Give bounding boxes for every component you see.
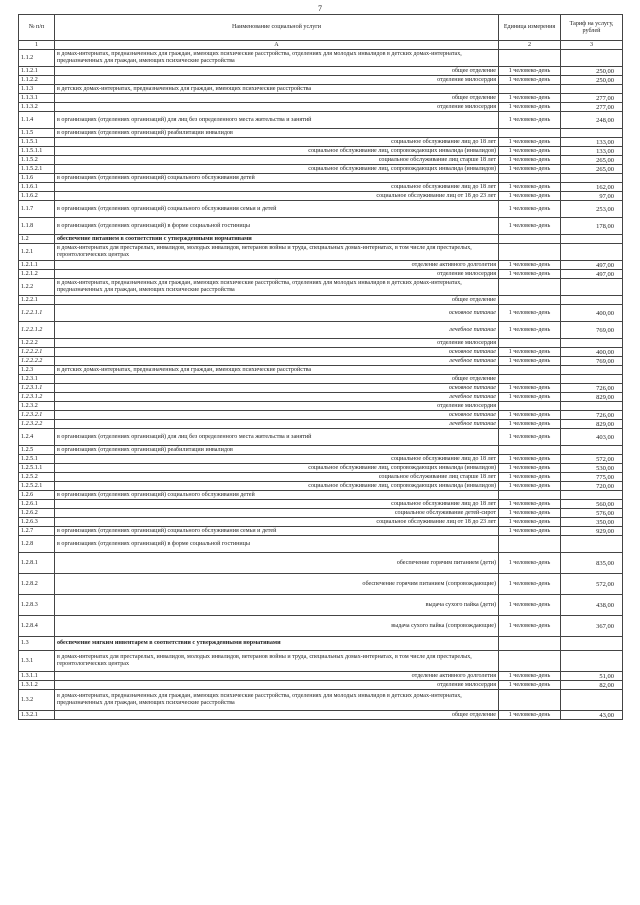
row-number: 1.3.2.1	[19, 711, 55, 720]
tariff-value: 835,00	[561, 553, 623, 574]
row-number: 1.1.4	[19, 112, 55, 129]
unit-of-measure	[499, 402, 561, 411]
table-row	[19, 455, 623, 464]
tariff-value: 769,00	[561, 357, 623, 366]
unit-of-measure	[499, 690, 561, 711]
service-name: обеспечение горячим питанием (дети)	[55, 553, 499, 574]
service-name: социальное обслуживание лиц от 18 до 23 лет	[55, 518, 499, 527]
header-index-1: 1	[19, 41, 55, 50]
service-name: социальное обслуживание лиц до 18 лет	[55, 500, 499, 509]
table-row	[19, 85, 623, 94]
unit-of-measure: 1 человеко-день	[499, 393, 561, 402]
table-row	[19, 527, 623, 536]
service-name: отделение милосердия	[55, 402, 499, 411]
row-number: 1.1.5.1	[19, 138, 55, 147]
tariff-value	[561, 536, 623, 553]
tariff-value: 265,00	[561, 165, 623, 174]
tariff-value: 403,00	[561, 429, 623, 446]
table-row	[19, 446, 623, 455]
table-row	[19, 165, 623, 174]
unit-of-measure: 1 человеко-день	[499, 672, 561, 681]
table-row	[19, 103, 623, 112]
page-number: 7	[318, 4, 322, 13]
unit-of-measure: 1 человеко-день	[499, 192, 561, 201]
unit-of-measure: 1 человеко-день	[499, 527, 561, 536]
unit-of-measure: 1 человеко-день	[499, 681, 561, 690]
table-row	[19, 322, 623, 339]
unit-of-measure: 1 человеко-день	[499, 76, 561, 85]
table-row	[19, 464, 623, 473]
row-number: 1.2.6	[19, 491, 55, 500]
tariff-value: 97,00	[561, 192, 623, 201]
unit-of-measure: 1 человеко-день	[499, 509, 561, 518]
unit-of-measure: 1 человеко-день	[499, 420, 561, 429]
unit-of-measure: 1 человеко-день	[499, 553, 561, 574]
table-row	[19, 156, 623, 165]
unit-of-measure	[499, 279, 561, 296]
unit-of-measure	[499, 637, 561, 651]
table-row	[19, 518, 623, 527]
service-name: в организациях (отделениях организаций) для лиц без определенного места жительства и занятий	[55, 429, 499, 446]
service-name: отделение милосердия	[55, 76, 499, 85]
table-row	[19, 393, 623, 402]
table-row	[19, 595, 623, 616]
table-row	[19, 482, 623, 491]
service-name: в организациях (отделениях организаций) социального обслуживания семьи и детей	[55, 201, 499, 218]
unit-of-measure: 1 человеко-день	[499, 138, 561, 147]
unit-of-measure: 1 человеко-день	[499, 482, 561, 491]
table-row	[19, 672, 623, 681]
service-name: социальное обслуживание лиц старше 18 лет	[55, 473, 499, 482]
row-number: 1.2.2.2.2	[19, 357, 55, 366]
table-row	[19, 147, 623, 156]
row-number: 1.1.2.2	[19, 76, 55, 85]
table-row	[19, 218, 623, 235]
row-number: 1.1.5.2	[19, 156, 55, 165]
tariff-value: 829,00	[561, 393, 623, 402]
service-name: обеспечение горячим питанием (сопровождающие)	[55, 574, 499, 595]
row-number: 1.2.8.1	[19, 553, 55, 574]
service-name: социальное обслуживание лиц старше 18 лет	[55, 156, 499, 165]
table-row	[19, 491, 623, 500]
tariff-value: 250,00	[561, 76, 623, 85]
row-number: 1.1.5	[19, 129, 55, 138]
service-name: отделение милосердия	[55, 270, 499, 279]
unit-of-measure: 1 человеко-день	[499, 574, 561, 595]
tariff-value	[561, 491, 623, 500]
row-number: 1.2.6.2	[19, 509, 55, 518]
unit-of-measure: 1 человеко-день	[499, 261, 561, 270]
row-number: 1.2.1.2	[19, 270, 55, 279]
service-name: основное питание	[55, 348, 499, 357]
row-number: 1.1.6.2	[19, 192, 55, 201]
table-row	[19, 553, 623, 574]
header-index-3: 3	[561, 41, 623, 50]
unit-of-measure: 1 человеко-день	[499, 384, 561, 393]
row-number: 1.3.1.2	[19, 681, 55, 690]
tariff-value	[561, 375, 623, 384]
table-row	[19, 174, 623, 183]
tariff-value: 82,00	[561, 681, 623, 690]
service-name: общее отделение	[55, 94, 499, 103]
service-name: общее отделение	[55, 296, 499, 305]
service-name: отделение активного долголетия	[55, 261, 499, 270]
table-body	[19, 50, 623, 720]
service-name: обеспечение мягким инвентарем в соответствии с утвержденными нормативами	[55, 637, 499, 651]
table-row	[19, 637, 623, 651]
service-name: в организациях (отделениях организаций) реабилитации инвалидов	[55, 129, 499, 138]
row-number: 1.3.2	[19, 690, 55, 711]
tariff-value: 576,00	[561, 509, 623, 518]
unit-of-measure: 1 человеко-день	[499, 473, 561, 482]
table-row	[19, 305, 623, 322]
unit-of-measure: 1 человеко-день	[499, 464, 561, 473]
tariff-value: 265,00	[561, 156, 623, 165]
tariff-value	[561, 50, 623, 67]
service-name: общее отделение	[55, 375, 499, 384]
unit-of-measure: 1 человеко-день	[499, 156, 561, 165]
unit-of-measure: 1 человеко-день	[499, 147, 561, 156]
row-number: 1.1.6	[19, 174, 55, 183]
tariff-value: 726,00	[561, 384, 623, 393]
table-row	[19, 112, 623, 129]
row-number: 1.1.3.2	[19, 103, 55, 112]
unit-of-measure: 1 человеко-день	[499, 357, 561, 366]
unit-of-measure: 1 человеко-день	[499, 94, 561, 103]
table-row	[19, 500, 623, 509]
table-row	[19, 261, 623, 270]
unit-of-measure	[499, 491, 561, 500]
tariff-value: 133,00	[561, 138, 623, 147]
table-row	[19, 420, 623, 429]
tariff-value: 497,00	[561, 270, 623, 279]
unit-of-measure	[499, 339, 561, 348]
service-name: лечебное питание	[55, 393, 499, 402]
service-name: лечебное питание	[55, 357, 499, 366]
tariff-value: 350,00	[561, 518, 623, 527]
table-row	[19, 536, 623, 553]
table-row	[19, 375, 623, 384]
row-number: 1.1.3.1	[19, 94, 55, 103]
table-row	[19, 366, 623, 375]
unit-of-measure: 1 человеко-день	[499, 201, 561, 218]
row-number: 1.2.6.1	[19, 500, 55, 509]
unit-of-measure: 1 человеко-день	[499, 270, 561, 279]
unit-of-measure	[499, 85, 561, 94]
header-number: № п/п	[19, 15, 55, 41]
tariff-value: 248,00	[561, 112, 623, 129]
service-name: социальное обслуживание лиц, сопровождающих инвалида (инвалидов)	[55, 482, 499, 491]
row-number: 1.2.2.1	[19, 296, 55, 305]
row-number: 1.2.5.2.1	[19, 482, 55, 491]
service-name: общее отделение	[55, 67, 499, 76]
unit-of-measure: 1 человеко-день	[499, 348, 561, 357]
table-row	[19, 384, 623, 393]
table-row	[19, 509, 623, 518]
service-name: в организациях (отделениях организаций) в форме социальной гостиницы	[55, 536, 499, 553]
tariff-value: 560,00	[561, 500, 623, 509]
row-number: 1.2.3.1.2	[19, 393, 55, 402]
unit-of-measure	[499, 235, 561, 244]
unit-of-measure: 1 человеко-день	[499, 112, 561, 129]
tariff-value: 497,00	[561, 261, 623, 270]
row-number: 1.2.7	[19, 527, 55, 536]
tariff-value	[561, 339, 623, 348]
table-row	[19, 201, 623, 218]
tariff-value	[561, 85, 623, 94]
row-number: 1.2.1.1	[19, 261, 55, 270]
service-name: социальное обслуживание лиц от 18 до 23 лет	[55, 192, 499, 201]
service-name: в организациях (отделениях организаций) для лиц без определенного места жительства и занятий	[55, 112, 499, 129]
tariff-value: 253,00	[561, 201, 623, 218]
unit-of-measure	[499, 375, 561, 384]
table-row	[19, 574, 623, 595]
tariff-value: 929,00	[561, 527, 623, 536]
tariff-value: 530,00	[561, 464, 623, 473]
tariff-value	[561, 235, 623, 244]
unit-of-measure: 1 человеко-день	[499, 218, 561, 235]
row-number: 1.2.3.1.1	[19, 384, 55, 393]
service-name: в домах-интернатах, предназначенных для граждан, имеющих психические расстройства, отделениях для молодых инвалидов в детских домах-интернатах, предназначенных для граждан, имеющих психические расстройства	[55, 50, 499, 67]
tariff-value	[561, 637, 623, 651]
table-row	[19, 183, 623, 192]
service-name: отделение активного долголетия	[55, 672, 499, 681]
row-number: 1.2.3.2.1	[19, 411, 55, 420]
service-name: в домах-интернатах для престарелых, инвалидов, молодых инвалидов, ветеранов войны и труда, специальных домах-интернатах, в том числе для престарелых, геронтологических центрах	[55, 244, 499, 261]
unit-of-measure: 1 человеко-день	[499, 429, 561, 446]
table-row	[19, 50, 623, 67]
row-number: 1.1.5.2.1	[19, 165, 55, 174]
row-number: 1.1.6.1	[19, 183, 55, 192]
table-row	[19, 402, 623, 411]
row-number: 1.2.8	[19, 536, 55, 553]
tariff-value: 43,00	[561, 711, 623, 720]
service-name: в детских домах-интернатах, предназначенных для граждан, имеющих психические расстройства	[55, 366, 499, 375]
table-row	[19, 76, 623, 85]
table-row	[19, 681, 623, 690]
row-number: 1.2.1	[19, 244, 55, 261]
unit-of-measure: 1 человеко-день	[499, 183, 561, 192]
header-service-name: Наименование социальной услуги	[55, 15, 499, 41]
table-row	[19, 616, 623, 637]
service-name: социальное обслуживание лиц, сопровождающих инвалида (инвалидов)	[55, 165, 499, 174]
unit-of-measure: 1 человеко-день	[499, 67, 561, 76]
service-name: в организациях (отделениях организаций) социального обслуживания детей	[55, 491, 499, 500]
tariff-value: 133,00	[561, 147, 623, 156]
row-number: 1.2.4	[19, 429, 55, 446]
service-name: отделение милосердия	[55, 103, 499, 112]
unit-of-measure	[499, 446, 561, 455]
table-row	[19, 67, 623, 76]
table-row	[19, 270, 623, 279]
service-name: в организациях (отделениях организаций) социального обслуживания семьи и детей	[55, 527, 499, 536]
unit-of-measure	[499, 129, 561, 138]
unit-of-measure	[499, 174, 561, 183]
tariff-value: 277,00	[561, 94, 623, 103]
row-number: 1.2.3.2	[19, 402, 55, 411]
header-tariff: Тариф на услугу, рублей	[561, 15, 623, 41]
row-number: 1.2.5.1	[19, 455, 55, 464]
unit-of-measure: 1 человеко-день	[499, 322, 561, 339]
row-number: 1.2.8.4	[19, 616, 55, 637]
service-name: в организациях (отделениях организаций) социального обслуживания детей	[55, 174, 499, 183]
tariff-value	[561, 296, 623, 305]
service-name: отделение милосердия	[55, 681, 499, 690]
tariff-value	[561, 129, 623, 138]
tariff-value	[561, 244, 623, 261]
service-name: в организациях (отделениях организаций) реабилитации инвалидов	[55, 446, 499, 455]
row-number: 1.1.5.1.1	[19, 147, 55, 156]
unit-of-measure	[499, 651, 561, 672]
table-row	[19, 94, 623, 103]
unit-of-measure: 1 человеко-день	[499, 103, 561, 112]
service-name: лечебное питание	[55, 322, 499, 339]
tariff-value	[561, 402, 623, 411]
unit-of-measure: 1 человеко-день	[499, 411, 561, 420]
unit-of-measure: 1 человеко-день	[499, 595, 561, 616]
row-number: 1.2.3.1	[19, 375, 55, 384]
row-number: 1.1.2.1	[19, 67, 55, 76]
table-row	[19, 192, 623, 201]
tariff-value	[561, 690, 623, 711]
table-row	[19, 651, 623, 672]
service-name: социальное обслуживание лиц до 18 лет	[55, 455, 499, 464]
header-index-a: А	[55, 41, 499, 50]
table-row	[19, 235, 623, 244]
row-number: 1.2.3	[19, 366, 55, 375]
row-number: 1.2.2	[19, 279, 55, 296]
service-name: основное питание	[55, 411, 499, 420]
service-name: социальное обслуживание лиц, сопровождающих инвалида (инвалидов)	[55, 147, 499, 156]
header-unit: Единица измерения	[499, 15, 561, 41]
tariff-value	[561, 174, 623, 183]
unit-of-measure: 1 человеко-день	[499, 711, 561, 720]
unit-of-measure: 1 человеко-день	[499, 455, 561, 464]
unit-of-measure: 1 человеко-день	[499, 616, 561, 637]
tariff-value: 178,00	[561, 218, 623, 235]
row-number: 1.1.3	[19, 85, 55, 94]
tariff-value	[561, 366, 623, 375]
service-name: социальное обслуживание лиц до 18 лет	[55, 183, 499, 192]
unit-of-measure	[499, 536, 561, 553]
service-name: в организациях (отделениях организаций) в форме социальной гостиницы	[55, 218, 499, 235]
unit-of-measure: 1 человеко-день	[499, 500, 561, 509]
table-row	[19, 411, 623, 420]
service-name: основное питание	[55, 384, 499, 393]
row-number: 1.3.1.1	[19, 672, 55, 681]
unit-of-measure: 1 человеко-день	[499, 165, 561, 174]
service-name: выдача сухого пайка (дети)	[55, 595, 499, 616]
service-name: в детских домах-интернатах, предназначенных для граждан, имеющих психические расстройства	[55, 85, 499, 94]
unit-of-measure	[499, 50, 561, 67]
service-name: в домах-интернатах для престарелых, инвалидов, молодых инвалидов, ветеранов войны и труда, специальных домах-интернатах, в том числе для престарелых, геронтологических центрах	[55, 651, 499, 672]
tariff-value: 51,00	[561, 672, 623, 681]
service-name: лечебное питание	[55, 420, 499, 429]
tariff-value: 400,00	[561, 305, 623, 322]
tariff-value: 277,00	[561, 103, 623, 112]
table-row	[19, 129, 623, 138]
service-name: основное питание	[55, 305, 499, 322]
table-row	[19, 348, 623, 357]
tariff-value: 572,00	[561, 574, 623, 595]
table-row	[19, 429, 623, 446]
row-number: 1.2.3.2.2	[19, 420, 55, 429]
row-number: 1.2.2.1.2	[19, 322, 55, 339]
tariff-value: 250,00	[561, 67, 623, 76]
service-name: в домах-интернатах, предназначенных для граждан, имеющих психические расстройства, отделениях для молодых инвалидов в детских домах-интернатах, предназначенных для граждан, имеющих психические расстройства	[55, 690, 499, 711]
row-number: 1.1.2	[19, 50, 55, 67]
unit-of-measure: 1 человеко-день	[499, 518, 561, 527]
row-number: 1.1.8	[19, 218, 55, 235]
table-row	[19, 473, 623, 482]
row-number: 1.2	[19, 235, 55, 244]
row-number: 1.2.6.3	[19, 518, 55, 527]
table-row	[19, 296, 623, 305]
unit-of-measure	[499, 366, 561, 375]
table-row	[19, 244, 623, 261]
header-index-2: 2	[499, 41, 561, 50]
row-number: 1.3	[19, 637, 55, 651]
table-row	[19, 339, 623, 348]
service-name: в домах-интернатах, предназначенных для граждан, имеющих психические расстройства, отделениях для молодых инвалидов в детских домах-интернатах, предназначенных для граждан, имеющих психические расстройства	[55, 279, 499, 296]
unit-of-measure: 1 человеко-день	[499, 305, 561, 322]
tariff-value: 720,00	[561, 482, 623, 491]
row-number: 1.1.7	[19, 201, 55, 218]
unit-of-measure	[499, 244, 561, 261]
tariff-value: 775,00	[561, 473, 623, 482]
tariff-value	[561, 651, 623, 672]
service-name: общее отделение	[55, 711, 499, 720]
unit-of-measure	[499, 296, 561, 305]
service-name: отделение милосердия	[55, 339, 499, 348]
table-row	[19, 357, 623, 366]
tariff-value	[561, 446, 623, 455]
row-number: 1.3.1	[19, 651, 55, 672]
tariff-value: 572,00	[561, 455, 623, 464]
service-name: выдача сухого пайка (сопровождающие)	[55, 616, 499, 637]
tariff-value: 400,00	[561, 348, 623, 357]
row-number: 1.2.5.1.1	[19, 464, 55, 473]
service-name: обеспечение питанием в соответствии с утвержденными нормативами	[55, 235, 499, 244]
table-row	[19, 711, 623, 720]
tariff-value: 367,00	[561, 616, 623, 637]
row-number: 1.2.2.2	[19, 339, 55, 348]
tariff-value: 829,00	[561, 420, 623, 429]
table-row	[19, 138, 623, 147]
row-number: 1.2.2.2.1	[19, 348, 55, 357]
table-row	[19, 279, 623, 296]
tariff-value: 438,00	[561, 595, 623, 616]
service-name: социальное обслуживание лиц до 18 лет	[55, 138, 499, 147]
table-row	[19, 690, 623, 711]
tariff-table	[18, 14, 623, 720]
row-number: 1.2.2.1.1	[19, 305, 55, 322]
service-name: социальное обслуживание детей-сирот	[55, 509, 499, 518]
tariff-value	[561, 279, 623, 296]
tariff-value: 769,00	[561, 322, 623, 339]
tariff-value: 726,00	[561, 411, 623, 420]
row-number: 1.2.5.2	[19, 473, 55, 482]
service-name: социальное обслуживание лиц, сопровождающих инвалида (инвалидов)	[55, 464, 499, 473]
tariff-value: 162,00	[561, 183, 623, 192]
row-number: 1.2.8.2	[19, 574, 55, 595]
row-number: 1.2.8.3	[19, 595, 55, 616]
row-number: 1.2.5	[19, 446, 55, 455]
